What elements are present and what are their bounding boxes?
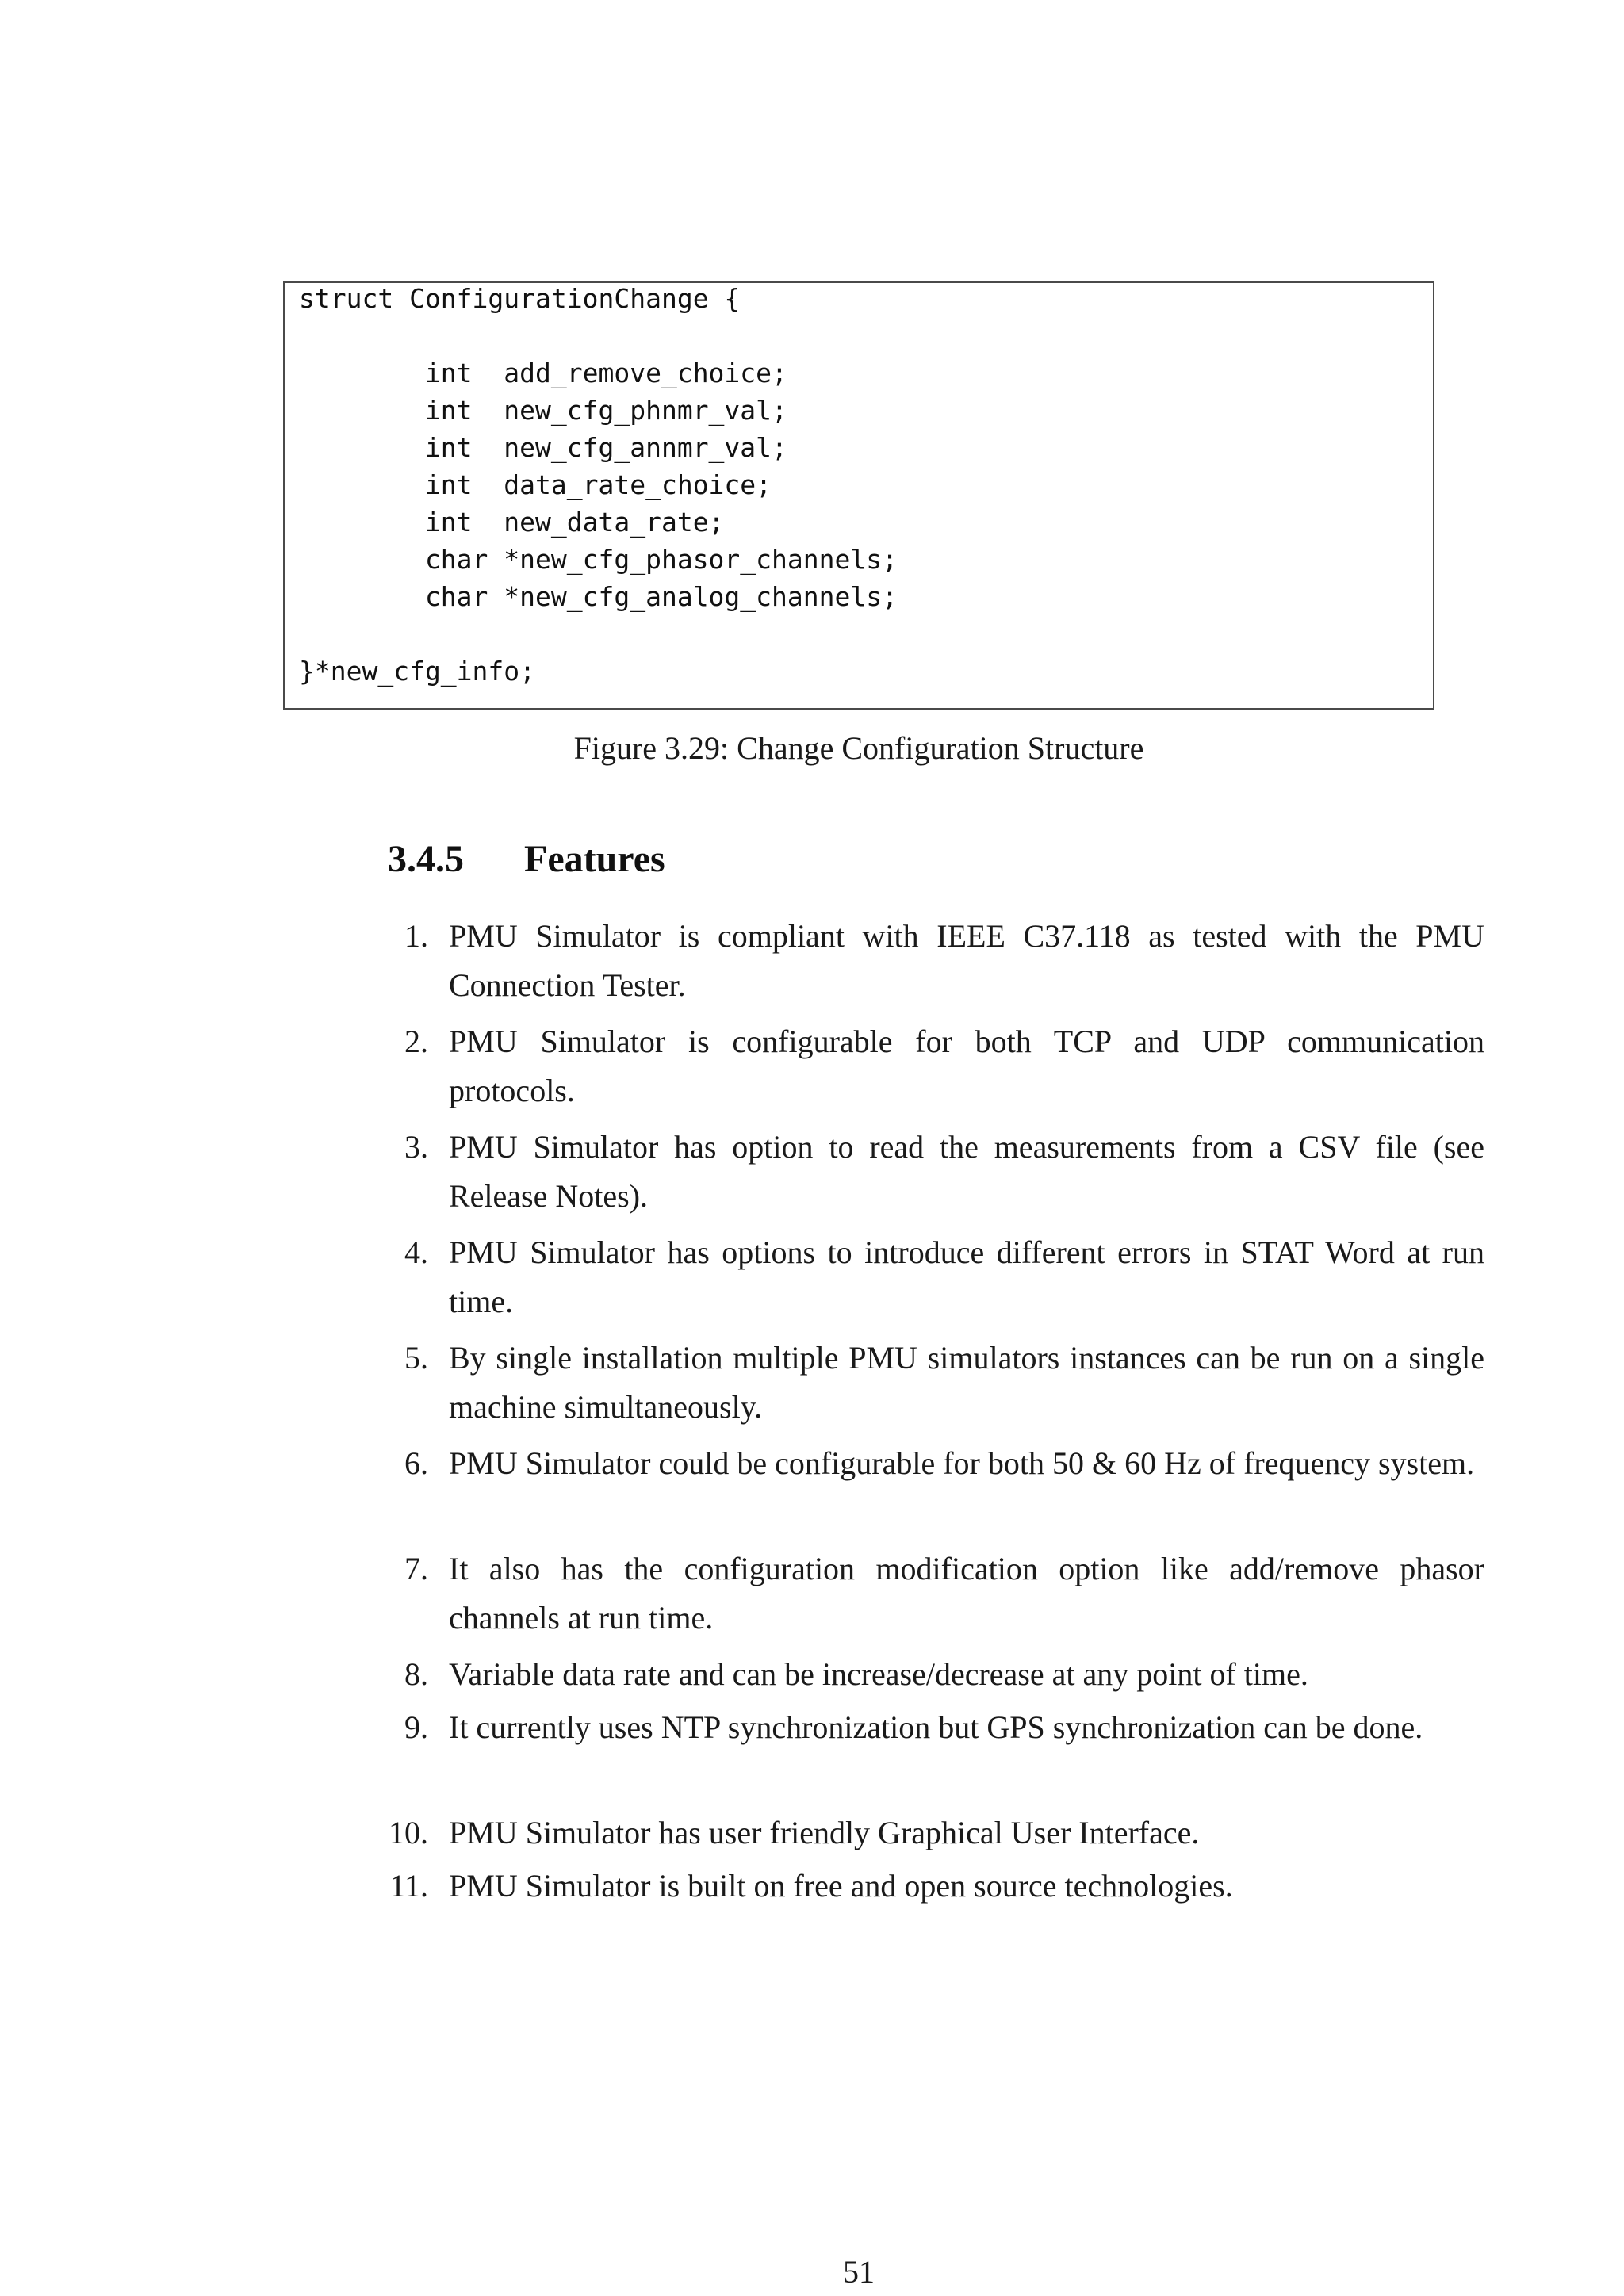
figure-caption: Figure 3.29: Change Configuration Structure — [573, 730, 1144, 766]
list-item-text: PMU Simulator is compliant with IEEE C37.118 as tested with the PMU Connection Tester. — [449, 918, 1484, 1003]
list-item-number: 7. — [404, 1551, 428, 1586]
page-number: 51 — [843, 2254, 875, 2290]
list-item-number: 3. — [404, 1129, 428, 1165]
code-line: int new_cfg_annmr_val; — [299, 432, 787, 463]
list-item-text: PMU Simulator could be configurable for both 50 & 60 Hz of frequency system. — [449, 1445, 1475, 1481]
list-item-text: PMU Simulator has user friendly Graphical User Interface. — [449, 1815, 1200, 1850]
list-item-text: It currently uses NTP synchronization but GPS synchronization can be done. — [449, 1709, 1423, 1745]
code-line: char *new_cfg_analog_channels; — [299, 581, 898, 612]
list-item-number: 10. — [389, 1815, 428, 1850]
code-line: struct ConfigurationChange { — [299, 283, 741, 314]
section-title: Features — [524, 838, 665, 880]
list-item-number: 9. — [404, 1709, 428, 1745]
list-item-text: PMU Simulator has options to introduce different errors in STAT Word at run time. — [449, 1234, 1484, 1319]
code-line: }*new_cfg_info; — [299, 656, 536, 687]
section-number: 3.4.5 — [388, 838, 464, 880]
code-line: int new_cfg_phnmr_val; — [299, 395, 787, 426]
list-item-number: 2. — [404, 1024, 428, 1059]
list-item-number: 11. — [389, 1868, 428, 1904]
code-line: int data_rate_choice; — [299, 469, 772, 500]
list-item-number: 1. — [404, 918, 428, 954]
list-item-number: 6. — [404, 1445, 428, 1481]
list-item-text: Variable data rate and can be increase/decrease at any point of time. — [449, 1656, 1308, 1692]
code-line: int new_data_rate; — [299, 507, 725, 538]
code-line: char *new_cfg_phasor_channels; — [299, 544, 898, 575]
list-item-number: 5. — [404, 1340, 428, 1376]
list-item-text: It also has the configuration modification option like add/remove phasor channels at run time. — [449, 1551, 1484, 1636]
list-item-text: PMU Simulator has option to read the measurements from a CSV file (see Release Notes). — [449, 1129, 1484, 1214]
code-line: int add_remove_choice; — [299, 358, 787, 388]
list-item-number: 8. — [404, 1656, 428, 1692]
list-item-number: 4. — [404, 1234, 428, 1270]
list-item-text: PMU Simulator is built on free and open source technologies. — [449, 1868, 1233, 1904]
list-item-text: By single installation multiple PMU simulators instances can be run on a single machine simultaneously. — [449, 1340, 1484, 1425]
list-item-text: PMU Simulator is configurable for both TCP and UDP communication protocols. — [449, 1024, 1484, 1108]
